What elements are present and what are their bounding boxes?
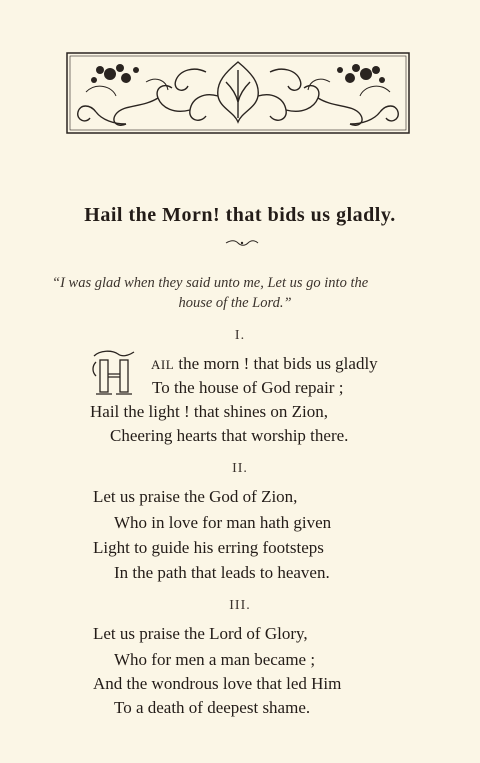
floral-scroll-ornament-icon bbox=[66, 52, 410, 134]
stanza-3-line-1: Let us praise the Lord of Glory, bbox=[93, 624, 308, 643]
stanza-3-line-4: To a death of deepest shame. bbox=[114, 698, 311, 717]
hymn-title: Hail the Morn! that bids us gladly. bbox=[84, 204, 396, 226]
stanza-number-1: I. bbox=[234, 328, 246, 343]
flourish-rule-icon bbox=[225, 238, 259, 248]
stanza-1-line-3: Hail the light ! that shines on Zion, bbox=[90, 402, 328, 421]
stanza-2-line-1: Let us praise the God of Zion, bbox=[93, 487, 298, 506]
stanza-1-line-1 bbox=[151, 354, 378, 374]
stanza-3-line-2: Who for men a man became ; bbox=[114, 650, 316, 669]
stanza-1-line-2: To the house of God repair ; bbox=[152, 378, 344, 397]
epigraph-line-1: “I was glad when they said unto me, Let us go into the bbox=[52, 275, 369, 291]
stanza-number-2: II. bbox=[232, 461, 248, 476]
stanza-2-line-3: Light to guide his erring footsteps bbox=[93, 538, 324, 557]
stanza-1-smallcaps: AIL bbox=[151, 357, 175, 372]
stanza-2-line-2: Who in love for man hath given bbox=[114, 513, 332, 532]
ornamental-dropcap-h-icon bbox=[90, 350, 138, 396]
stanza-1-line-1-rest: the morn ! that bids us gladly bbox=[174, 354, 378, 373]
epigraph-line-2: house of the Lord.” bbox=[178, 295, 292, 311]
stanza-3-line-3: And the wondrous love that led Him bbox=[93, 674, 342, 693]
stanza-number-3: III. bbox=[229, 598, 251, 613]
stanza-2-line-4: In the path that leads to heaven. bbox=[114, 563, 330, 582]
stanza-1-line-4: Cheering hearts that worship there. bbox=[110, 426, 349, 445]
